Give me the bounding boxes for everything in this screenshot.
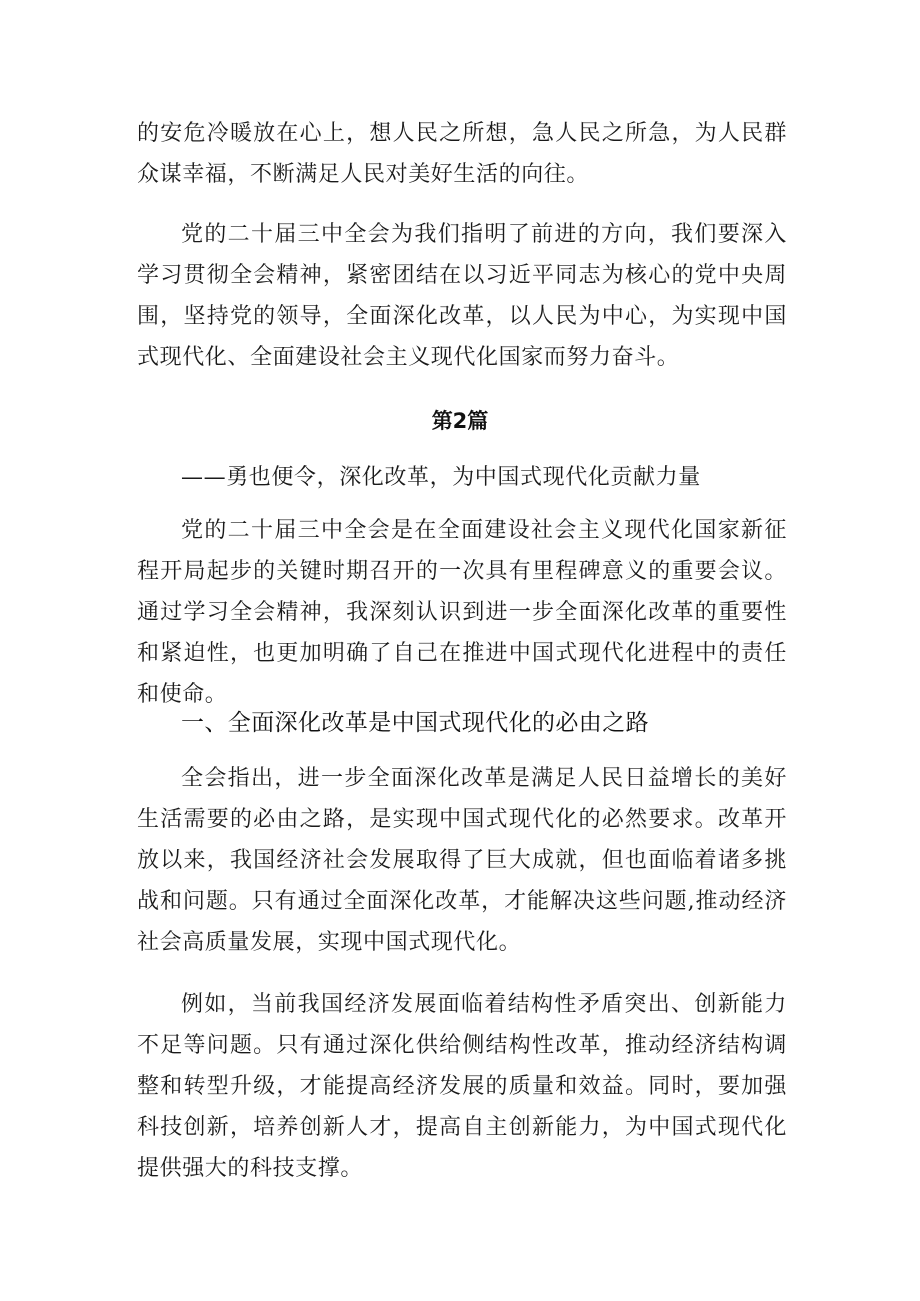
paragraph-intro: 党的二十届三中全会是在全面建设社会主义现代化国家新征程开局起步的关键时期召开的一次具有里程碑意义的重要会议。通过学习全会精神，我深刻认识到进一步全面深化改革的重要性和紧迫性，也更加明确了自己在推进中国式现代化进程中的责任和使命。 [137, 518, 787, 707]
section-heading: 一、全面深化改革是中国式现代化的必由之路 [181, 710, 649, 736]
article-title: 第2篇 [431, 409, 489, 433]
paragraph-continued: 的安危冷暖放在心上，想人民之所想，急人民之所急，为人民群众谋幸福，不断满足人民对美好生活的向往。 [137, 121, 787, 187]
paragraph-section1-a: 全会指出，进一步全面深化改革是满足人民日益增长的美好生活需要的必由之路，是实现中国式现代化的必然要求。改革开放以来，我国经济社会发展取得了巨大成就，但也面临着诸多挑战和问题。只有通过全面深化改革，才能解决这些问题,推动经济社会高质量发展，实现中国式现代化。 [137, 766, 787, 955]
paragraph-section1-b: 例如，当前我国经济发展面临着结构性矛盾突出、创新能力不足等问题。只有通过深化供给侧结构性改革，推动经济结构调整和转型升级，才能提高经济发展的质量和效益。同时，要加强科技创新，培养创新人才，提高自主创新能力，为中国式现代化提供强大的科技支撑。 [137, 992, 787, 1181]
article-subtitle: ——勇也便令，深化改革，为中国式现代化贡献力量 [181, 465, 701, 490]
paragraph-conclusion: 党的二十届三中全会为我们指明了前进的方向，我们要深入学习贯彻全会精神，紧密团结在以习近平同志为核心的党中央周围，坚持党的领导，全面深化改革，以人民为中心，为实现中国式现代化、全面建设社会主义现代化国家而努力奋斗。 [137, 222, 787, 370]
